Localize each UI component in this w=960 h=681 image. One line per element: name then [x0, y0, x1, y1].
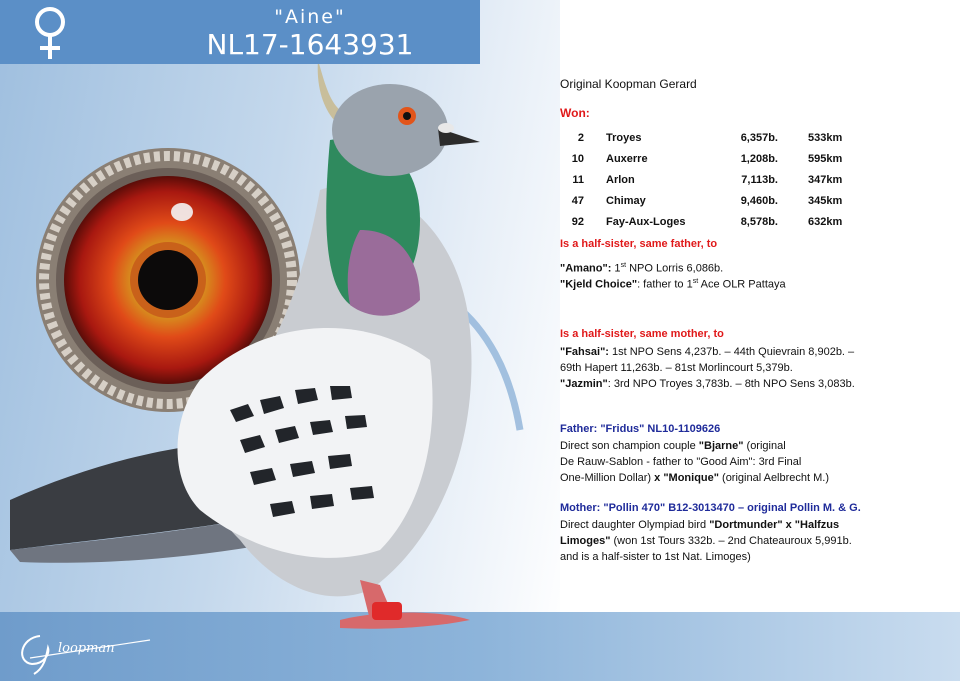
pigeon-photo — [0, 80, 560, 660]
svg-text:loopman: loopman — [58, 641, 115, 656]
jazmin-line: "Jazmin": 3rd NPO Troyes 3,783b. – 8th NPO Sens 3,083b. — [560, 378, 855, 390]
result-row: 2 Troyes 6,357b. 533km — [577, 132, 843, 144]
father-heading: Father: "Fridus" NL10-1109626 — [560, 423, 721, 435]
results-table — [560, 132, 860, 237]
won-heading: Won: — [560, 106, 590, 120]
mother-line-3: and is a half-sister to 1st Nat. Limoges) — [560, 551, 751, 563]
father-line-2: De Rauw-Sablon - father to "Good Aim": 3rd Final — [560, 456, 802, 468]
result-row: 47 Chimay 9,460b. 345km — [571, 195, 843, 207]
mother-line-2: Limoges" (won 1st Tours 332b. – 2nd Chateauroux 5,991b. — [560, 535, 852, 547]
father-line-1: Direct son champion couple "Bjarne" (original — [560, 440, 786, 452]
result-row: 92 Fay-Aux-Loges 8,578b. 632km — [571, 216, 843, 228]
fahsai-line-2: 69th Hapert 11,263b. – 81st Morlincourt 5,379b. — [560, 362, 793, 374]
ring-number: NL17-1643931 — [206, 28, 414, 61]
mother-heading: Mother: "Pollin 470" B12-3013470 – original Pollin M. & G. — [560, 502, 861, 514]
origin-line: Original Koopman Gerard — [560, 77, 697, 91]
koopman-signature-logo — [10, 618, 160, 678]
kjeld-line: "Kjeld Choice": father to 1st Ace OLR Pattaya — [560, 278, 786, 291]
pigeon-name: "Aine" — [274, 6, 346, 28]
female-symbol-icon — [26, 4, 74, 62]
half-sister-father-heading: Is a half-sister, same father, to — [560, 238, 718, 250]
fahsai-line-1: "Fahsai": 1st NPO Sens 4,237b. – 44th Quievrain 8,902b. – — [560, 346, 855, 358]
half-sister-mother-heading: Is a half-sister, same mother, to — [560, 328, 724, 340]
father-line-3: One-Million Dollar) x "Monique" (original Aelbrecht M.) — [560, 472, 830, 484]
amano-line: "Amano": 1st NPO Lorris 6,086b. — [560, 262, 724, 275]
result-row: 10 Auxerre 1,208b. 595km — [571, 153, 843, 165]
mother-line-1: Direct daughter Olympiad bird "Dortmunder" x "Halfzus — [560, 519, 840, 531]
result-row: 11 Arlon 7,113b. 347km — [572, 174, 843, 186]
